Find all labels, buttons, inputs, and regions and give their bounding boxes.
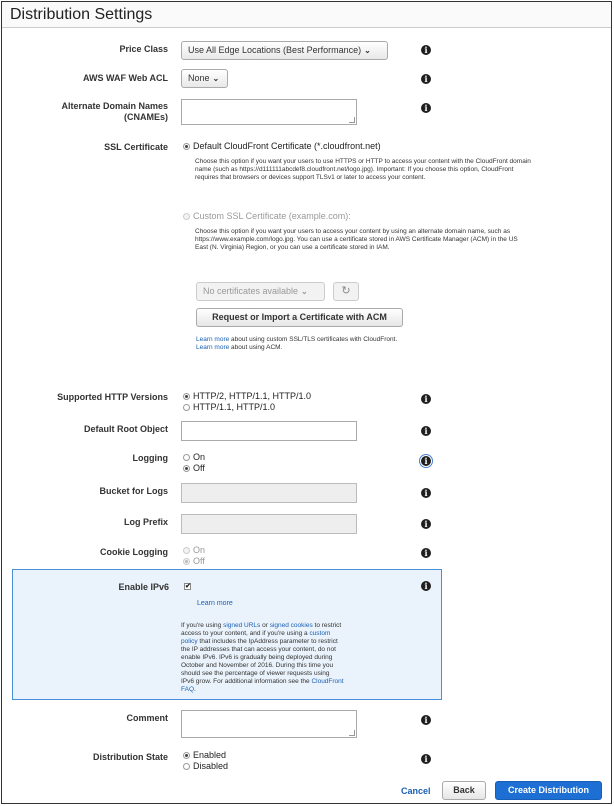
distribution-state-option[interactable] <box>183 761 228 772</box>
resize-grip[interactable] <box>349 730 355 736</box>
signed-cookies-link[interactable]: signed cookies <box>269 622 313 629</box>
certificate-select[interactable] <box>196 282 325 301</box>
distribution-state-label: Distribution State <box>92 752 168 762</box>
note-text: If you're using <box>181 622 224 629</box>
radio-button[interactable] <box>183 763 190 770</box>
root-object-label: Default Root Object <box>83 424 168 434</box>
radio-button[interactable] <box>183 547 190 554</box>
http-version-option-label: HTTP/1.1, HTTP/1.0 <box>193 402 276 412</box>
cookie-logging-option[interactable] <box>183 556 205 567</box>
cancel-link[interactable]: Cancel <box>401 786 431 796</box>
bucket-input[interactable] <box>181 483 357 503</box>
distribution-state-option-label: Enabled <box>193 750 227 760</box>
logging-label: Logging <box>132 453 168 463</box>
ssl-learn-more-2 <box>196 344 456 352</box>
radio-button[interactable] <box>183 454 190 461</box>
note-text: . <box>194 686 196 693</box>
http-version-option[interactable] <box>183 402 275 413</box>
logging-option-label: Off <box>193 463 205 473</box>
logging-option[interactable] <box>183 452 205 463</box>
ipv6-label: Enable IPv6 <box>118 582 169 592</box>
create-distribution-button[interactable]: Create Distribution <box>495 781 602 800</box>
radio-button[interactable] <box>183 213 190 220</box>
ssl-default-option[interactable] <box>183 141 381 152</box>
cookie-logging-option[interactable] <box>183 545 205 556</box>
custom-policy-link[interactable]: custom policy <box>181 630 331 645</box>
log-prefix-label: Log Prefix <box>123 517 168 527</box>
page-title: Distribution Settings <box>10 6 153 23</box>
chevron-down-icon: ⌄ <box>364 46 371 55</box>
info-icon[interactable]: i <box>421 581 431 591</box>
ipv6-checkbox[interactable]: ✔ <box>185 583 191 590</box>
back-button[interactable]: Back <box>442 781 486 800</box>
certificate-select-value: No certificates available <box>203 286 299 296</box>
ipv6-learn-more-link[interactable]: Learn more <box>197 600 233 607</box>
cookie-logging-option-label: On <box>193 545 206 555</box>
cnames-label: Alternate Domain Names (CNAMEs) <box>61 101 168 122</box>
info-icon[interactable]: i <box>421 426 431 436</box>
distribution-settings-window <box>1 1 612 804</box>
ssl-custom-label: Custom SSL Certificate (example.com): <box>193 211 351 221</box>
comment-textarea[interactable] <box>181 710 357 738</box>
price-class-label: Price Class <box>119 44 168 54</box>
root-object-input[interactable] <box>181 421 357 441</box>
distribution-state-option-label: Disabled <box>193 761 229 771</box>
chevron-down-icon: ⌄ <box>212 74 220 83</box>
ssl-custom-description: Choose this option if you want your users to access your content by using an alternate domain name, such as https://www.example.com/logo.jpg. You can use a certificate stored in AWS Certificate Manager (ACM) in the US East (N. Virginia) Region, or you can use a certificate stored in IAM. <box>195 228 518 251</box>
ssl-label: SSL Certificate <box>104 142 168 152</box>
radio-button[interactable] <box>183 143 190 150</box>
radio-button[interactable] <box>183 393 190 400</box>
info-icon[interactable]: i <box>421 519 431 529</box>
info-icon[interactable]: i <box>421 45 431 55</box>
cloudfront-faq-link[interactable]: CloudFront FAQ <box>181 678 344 693</box>
waf-label: AWS WAF Web ACL <box>83 73 168 83</box>
bucket-label: Bucket for Logs <box>99 486 168 496</box>
info-icon[interactable]: i <box>421 456 431 466</box>
radio-button[interactable] <box>183 752 190 759</box>
ssl-learn-more-1 <box>196 336 456 344</box>
learn-more-link[interactable]: Learn more <box>196 344 230 351</box>
distribution-state-option[interactable] <box>183 750 226 761</box>
learn-more-text: about using ACM. <box>229 344 283 351</box>
note-text: that includes the IpAddress parameter to restrict the IP addresses that can access your content, do not enable IPv6. IPv6 is gradually being deployed during October and November of 2016. During this time you should see the percentage of viewer requests using IPv6 grow. For additional information see the <box>181 638 338 685</box>
learn-more-text: about using custom SSL/TLS certificates with CloudFront. <box>229 336 398 343</box>
info-icon[interactable]: i <box>421 488 431 498</box>
note-text: to restrict access to your content, and if you're using a <box>181 622 342 637</box>
info-icon[interactable]: i <box>421 548 431 558</box>
chevron-down-icon: ⌄ <box>301 287 308 296</box>
cookie-logging-label: Cookie Logging <box>100 547 168 557</box>
price-class-select[interactable] <box>181 41 388 60</box>
waf-value: None <box>188 73 210 83</box>
info-icon[interactable]: i <box>421 74 431 84</box>
ssl-custom-option[interactable] <box>183 211 351 222</box>
resize-grip[interactable] <box>349 117 355 123</box>
learn-more-link[interactable]: Learn more <box>196 336 230 343</box>
header <box>2 2 611 28</box>
note-text: or <box>260 622 270 629</box>
ipv6-note <box>181 622 344 694</box>
refresh-certificates-button[interactable] <box>333 282 359 301</box>
request-certificate-button[interactable]: Request or Import a Certificate with ACM <box>196 308 403 327</box>
waf-select[interactable] <box>181 69 228 88</box>
info-icon[interactable]: i <box>421 103 431 113</box>
http-versions-label: Supported HTTP Versions <box>57 392 168 402</box>
info-icon[interactable]: i <box>421 715 431 725</box>
ssl-default-description: Choose this option if you want your users to use HTTPS or HTTP to access your content with the CloudFront domain name (such as https://d111111abcdef8.cloudfront.net/logo.jpg). Important: If you choose this option, CloudFront requires that browsers or devices support TLSv1 or later to access your content. <box>195 158 531 181</box>
signed-urls-link[interactable]: signed URLs <box>223 622 261 629</box>
price-class-value: Use All Edge Locations (Best Performance) <box>188 45 362 55</box>
logging-option-label: On <box>193 452 206 462</box>
ssl-default-label: Default CloudFront Certificate (*.cloudfront.net) <box>193 141 381 151</box>
radio-button[interactable] <box>183 404 190 411</box>
ipv6-panel <box>12 569 442 700</box>
info-icon[interactable]: i <box>421 394 431 404</box>
info-icon[interactable]: i <box>421 754 431 764</box>
radio-button[interactable] <box>183 558 190 565</box>
refresh-icon: ↻ <box>341 285 351 297</box>
comment-label: Comment <box>126 713 168 723</box>
http-version-option-label: HTTP/2, HTTP/1.1, HTTP/1.0 <box>193 391 312 401</box>
http-version-option[interactable] <box>183 391 311 402</box>
logging-option[interactable] <box>183 463 205 474</box>
cnames-textarea[interactable] <box>181 99 357 125</box>
cookie-logging-option-label: Off <box>193 556 205 566</box>
log-prefix-input[interactable] <box>181 514 357 534</box>
radio-button[interactable] <box>183 465 190 472</box>
